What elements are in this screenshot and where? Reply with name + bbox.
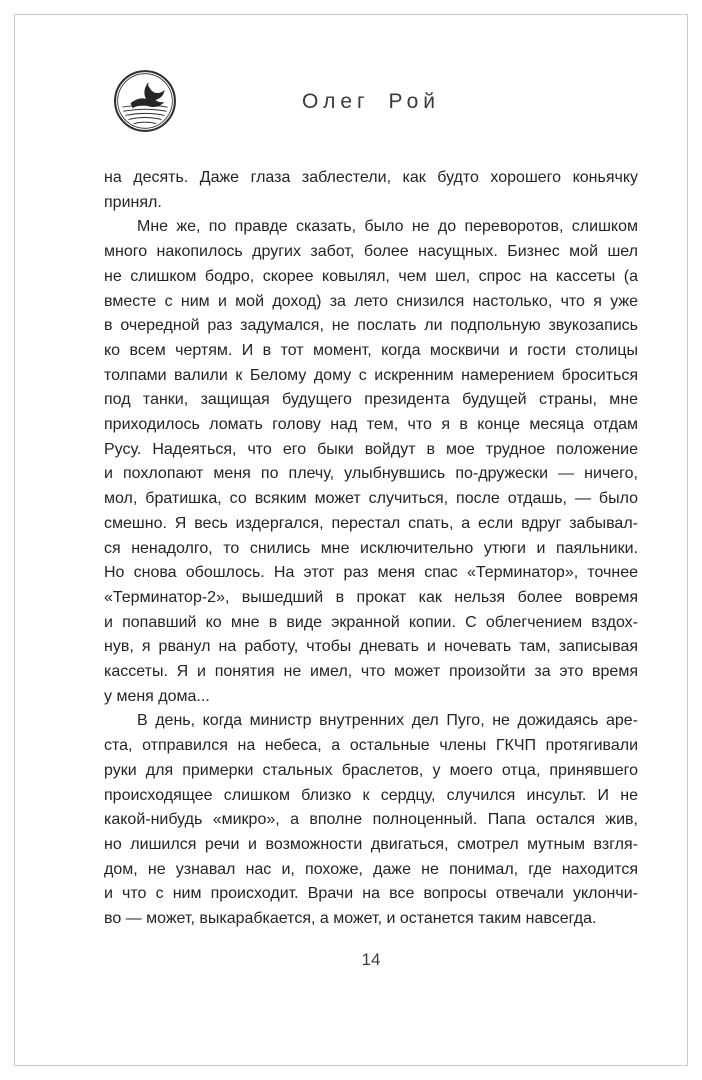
text-line: дом, не узнавал нас и, похоже, даже не понимал, где находится: [104, 860, 638, 878]
text-line: на десять. Даже глаза заблестели, как будто хорошего коньячку: [104, 169, 638, 186]
page-number: 14: [361, 950, 381, 969]
text-line: ся ненадолго, то снились мне исключительно утюги и паяльники.: [104, 539, 638, 557]
text-line: В день, когда министр внутренних дел Пуго, не дожидаясь аре-: [137, 712, 638, 730]
text-line: и попавший ко мне в виде экранной копии. С облегчением вздох-: [104, 613, 638, 631]
text-line: Русу. Надеяться, что его быки войдут в мое трудное положение: [104, 440, 638, 458]
text-line: но лишился речи и возможности двигаться, смотрел мутным взгля-: [104, 835, 638, 853]
body-text: [104, 166, 638, 932]
text-line: в очередной раз задумался, не послать ли подпольную звукозапись: [104, 317, 638, 335]
text-line: под танки, защищая будущего президента будущей страны, мне: [104, 391, 638, 409]
text-line: вместе с ним и мой доход) за лето снизился настолько, что я уже: [104, 292, 638, 310]
text-line: и что с ним происходит. Врачи на все вопросы отвечали уклончи-: [104, 885, 638, 903]
text-line: «Терминатор-2», вышедший в прокат как нельзя более вовремя: [104, 588, 638, 606]
text-line: много накопилось других забот, более насущных. Бизнес мой шел: [104, 243, 638, 261]
text-line: не слишком бодро, скорее ковылял, чем шел, спрос на кассеты (а: [104, 267, 638, 285]
text-line: руки для примерки стальных браслетов, у моего отца, принявшего: [104, 761, 638, 779]
text-line: смешно. Я весь издергался, перестал спать, а если вдруг забывал-: [104, 514, 638, 532]
text-line: и похлопают меня по плечу, улыбнувшись по-дружески — ничего,: [104, 465, 638, 483]
text-line: ста, отправился на небеса, а остальные члены ГКЧП протягивали: [104, 737, 638, 755]
text-line: какой-нибудь «микро», а вполне полноценный. Папа остался жив,: [104, 811, 638, 829]
text-line: кассеты. Я и понятия не имел, что может произойти за это время: [104, 663, 638, 681]
text-line: во — может, выкарабкается, а может, и останется таким навсегда.: [104, 910, 597, 928]
text-line: приходилось ломать голову над тем, что я в конце месяца отдам: [104, 416, 638, 434]
text-line: Мне же, по правде сказать, было не до переворотов, слишком: [137, 218, 638, 236]
text-line: ко всем чертям. И в тот момент, когда москвичи и гости столицы: [104, 341, 638, 359]
text-line: принял.: [104, 193, 162, 211]
text-line: толпами валили к Белому дому с искренним намерением броситься: [104, 366, 638, 384]
text-line: происходящее слишком близко к сердцу, случился инсульт. И не: [104, 786, 638, 804]
text-line: Но снова обошлось. На этот раз меня спас «Терминатор», точнее: [104, 564, 638, 582]
text-line: у меня дома...: [104, 687, 210, 705]
text-line: мол, братишка, со всяким может случиться, после отдашь, — было: [104, 490, 638, 508]
text-line: нув, я рванул на работу, чтобы дневать и ночевать там, записывая: [104, 638, 638, 656]
author-name: Олег Рой: [301, 90, 441, 113]
